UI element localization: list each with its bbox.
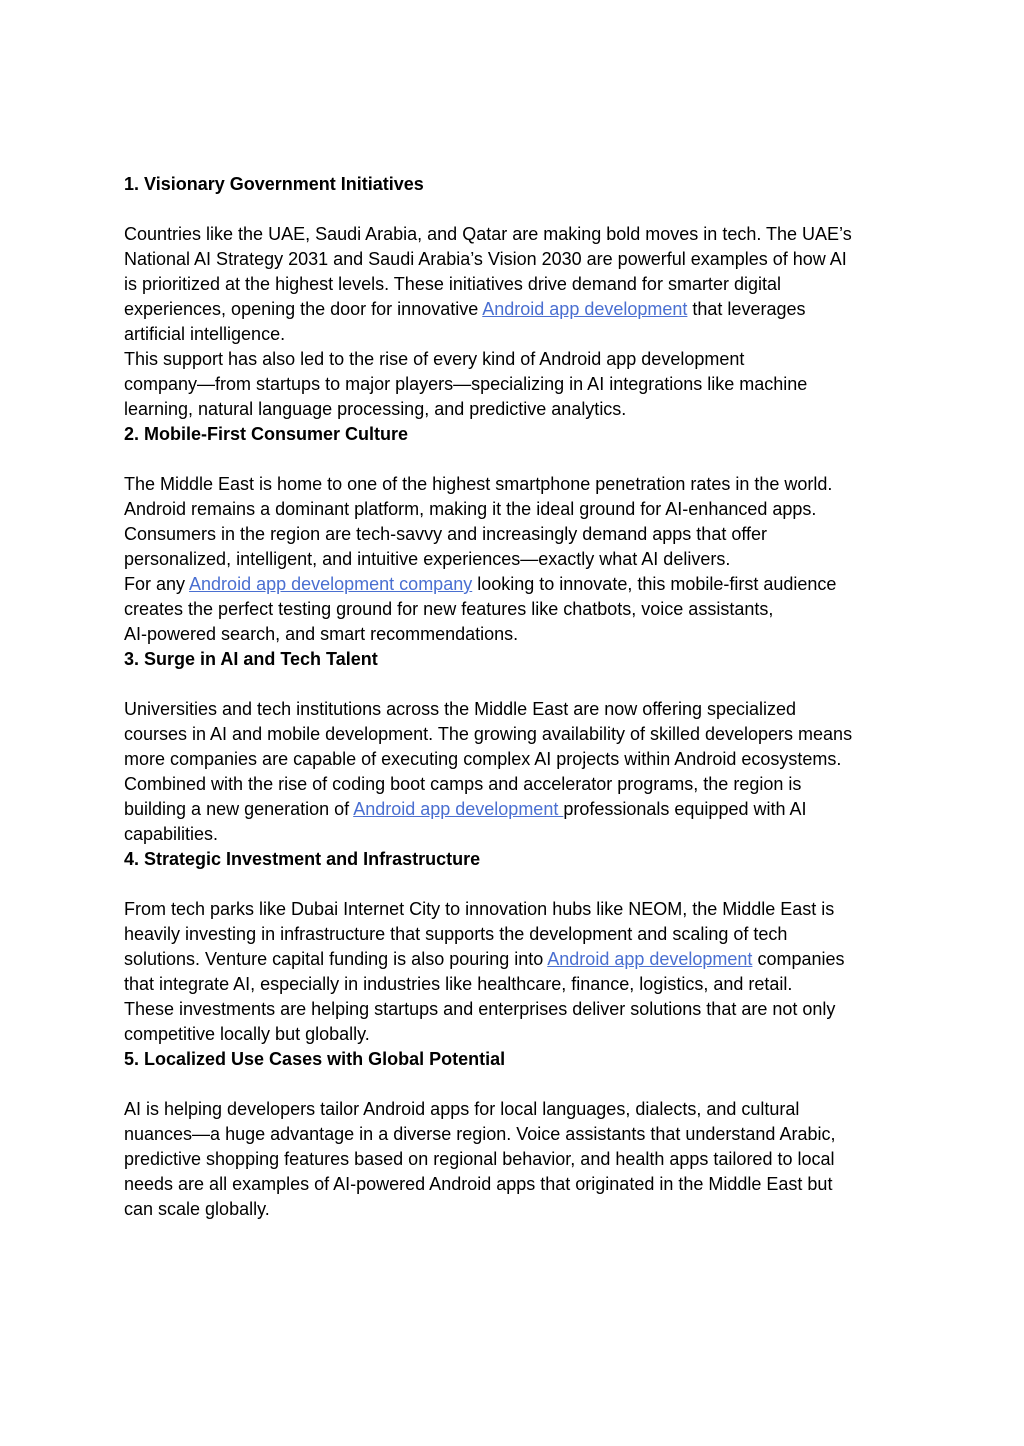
- section-heading: 3. Surge in AI and Tech Talent: [124, 649, 378, 669]
- text-line: [124, 247, 924, 272]
- text-line: [124, 222, 924, 247]
- document-section: [124, 1047, 924, 1222]
- text-line: [124, 997, 924, 1022]
- text-line: [124, 1147, 924, 1172]
- section-heading: 4. Strategic Investment and Infrastructure: [124, 849, 481, 869]
- text-line: [124, 1172, 924, 1197]
- text-span: is prioritized at the highest levels. These initiatives drive demand for smarter digital: [124, 274, 781, 294]
- text-span: AI-powered search, and smart recommendations.: [124, 624, 519, 644]
- text-span: building a new generation of: [124, 799, 354, 819]
- section-heading: 2. Mobile-First Consumer Culture: [124, 424, 409, 444]
- section-heading: 5. Localized Use Cases with Global Potential: [124, 1049, 506, 1069]
- text-line: [124, 547, 924, 572]
- text-span: predictive shopping features based on regional behavior, and health apps tailored to local: [124, 1149, 835, 1169]
- text-span: companies: [752, 949, 845, 969]
- android-app-development-link[interactable]: Android app development: [482, 299, 688, 319]
- body-paragraph: [124, 897, 924, 1047]
- text-span: learning, natural language processing, and predictive analytics.: [124, 399, 627, 419]
- document-section: [124, 647, 924, 847]
- text-span: These investments are helping startups and enterprises deliver solutions that are not only: [124, 999, 836, 1019]
- text-span: experiences, opening the door for innovative: [124, 299, 483, 319]
- text-line: [124, 922, 924, 947]
- text-line: [124, 772, 924, 797]
- text-line: [124, 697, 924, 722]
- section-heading: 1. Visionary Government Initiatives: [124, 174, 424, 194]
- text-span: company—from startups to major players—specializing in AI integrations like machine: [124, 374, 808, 394]
- text-line: [124, 472, 924, 497]
- text-line: [124, 297, 924, 322]
- text-line: [124, 622, 924, 647]
- text-line: [124, 522, 924, 547]
- android-app-development-link[interactable]: Android app development company: [189, 574, 473, 594]
- body-paragraph: [124, 472, 924, 572]
- body-paragraph: [124, 1097, 924, 1222]
- text-line: [124, 897, 924, 922]
- text-line: [124, 1097, 924, 1122]
- android-app-development-link[interactable]: Android app development: [547, 949, 753, 969]
- text-span: solutions. Venture capital funding is also pouring into: [124, 949, 548, 969]
- text-line: [124, 347, 924, 372]
- text-line: [124, 572, 924, 597]
- text-line: [124, 372, 924, 397]
- text-span: Countries like the UAE, Saudi Arabia, and Qatar are making bold moves in tech. The UAE’s: [124, 224, 852, 244]
- body-paragraph: [124, 222, 924, 347]
- text-span: competitive locally but globally.: [124, 1024, 370, 1044]
- text-line: [124, 1122, 924, 1147]
- text-line: [124, 747, 924, 772]
- text-line: [124, 272, 924, 297]
- text-line: [124, 1022, 924, 1047]
- text-line: [124, 397, 924, 422]
- document-section: [124, 847, 924, 1047]
- text-span: Universities and tech institutions across the Middle East are now offering specialized: [124, 699, 797, 719]
- text-span: creates the perfect testing ground for new features like chatbots, voice assistants,: [124, 599, 774, 619]
- text-line: [124, 822, 924, 847]
- text-span: that leverages: [687, 299, 806, 319]
- text-line: [124, 797, 924, 822]
- text-span: more companies are capable of executing complex AI projects within Android ecosystems.: [124, 749, 842, 769]
- body-paragraph: [124, 572, 924, 647]
- text-span: professionals equipped with AI: [563, 799, 807, 819]
- body-paragraph: [124, 697, 924, 847]
- text-span: courses in AI and mobile development. The growing availability of skilled developers means: [124, 724, 853, 744]
- android-app-development-link[interactable]: Android app development: [353, 799, 564, 819]
- text-span: capabilities.: [124, 824, 219, 844]
- document-section: [124, 172, 924, 422]
- text-span: that integrate AI, especially in industries like healthcare, finance, logistics, and retail.: [124, 974, 793, 994]
- text-span: heavily investing in infrastructure that supports the development and scaling of tech: [124, 924, 788, 944]
- text-span: AI is helping developers tailor Android apps for local languages, dialects, and cultural: [124, 1099, 800, 1119]
- text-line: [124, 322, 924, 347]
- text-span: Combined with the rise of coding boot camps and accelerator programs, the region is: [124, 774, 802, 794]
- text-span: Android remains a dominant platform, making it the ideal ground for AI-enhanced apps.: [124, 499, 817, 519]
- text-line: [124, 972, 924, 997]
- text-span: personalized, intelligent, and intuitive experiences—exactly what AI delivers.: [124, 549, 731, 569]
- text-span: The Middle East is home to one of the highest smartphone penetration rates in the world.: [124, 474, 833, 494]
- document-section: [124, 422, 924, 647]
- text-span: Consumers in the region are tech-savvy and increasingly demand apps that offer: [124, 524, 768, 544]
- text-line: [124, 1197, 924, 1222]
- text-span: needs are all examples of AI-powered Android apps that originated in the Middle East but: [124, 1174, 833, 1194]
- text-line: [124, 947, 924, 972]
- text-span: can scale globally.: [124, 1199, 270, 1219]
- text-line: [124, 722, 924, 747]
- body-paragraph: [124, 347, 924, 422]
- text-line: [124, 597, 924, 622]
- text-span: This support has also led to the rise of every kind of Android app development: [124, 349, 745, 369]
- text-span: For any: [124, 574, 190, 594]
- text-line: [124, 497, 924, 522]
- text-span: National AI Strategy 2031 and Saudi Arabia’s Vision 2030 are powerful examples of how AI: [124, 249, 847, 269]
- text-span: artificial intelligence.: [124, 324, 286, 344]
- text-span: looking to innovate, this mobile-first audience: [472, 574, 837, 594]
- text-span: From tech parks like Dubai Internet City to innovation hubs like NEOM, the Middle East is: [124, 899, 835, 919]
- text-span: nuances—a huge advantage in a diverse region. Voice assistants that understand Arabic,: [124, 1124, 836, 1144]
- document-body: [124, 172, 924, 1222]
